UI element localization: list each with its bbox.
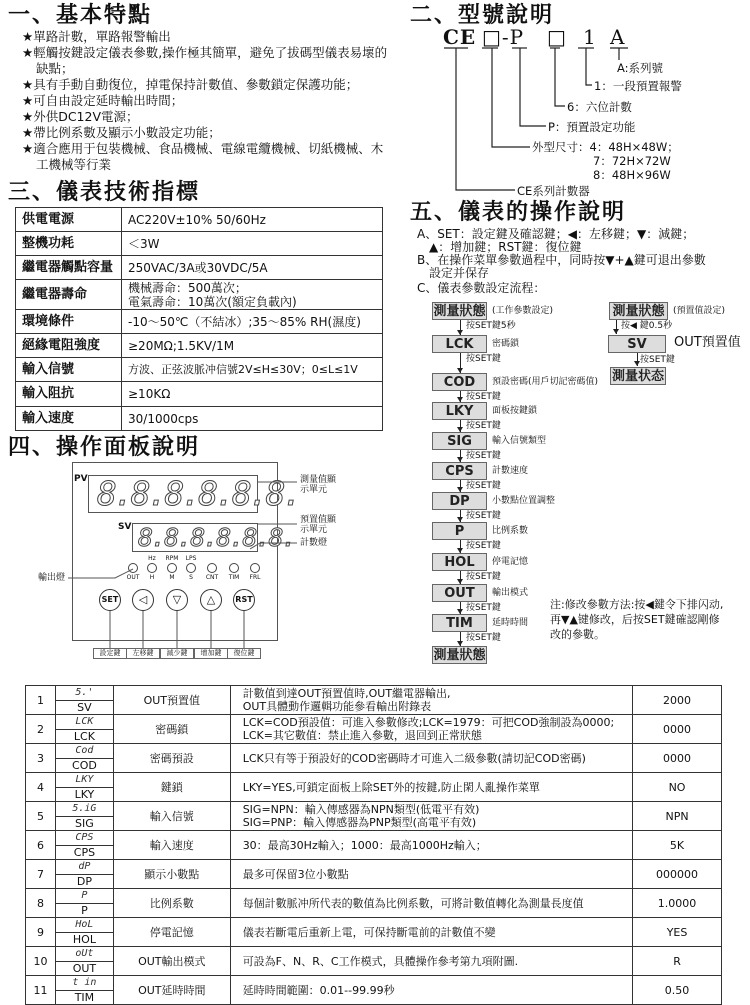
flow-label: 面板按鍵鎖: [492, 406, 538, 416]
param-description: [230, 773, 632, 802]
segment-code: HoL: [56, 918, 113, 933]
desc-line: SIG=NPN：輸入傳感器為NPN類型(低電平有效): [242, 803, 480, 816]
segment-code: Cod: [56, 744, 113, 759]
feature-item: ★帶比例系數及顯示小數設定功能；: [22, 125, 221, 140]
button-caption: 設定鍵: [93, 648, 127, 659]
spec-value: 30/1000cps: [122, 407, 383, 431]
button-caption: 增加鍵: [194, 648, 228, 659]
flow-box-tim: TIM: [432, 614, 487, 632]
spec-line: 機械壽命：500萬次；: [128, 280, 247, 295]
param-default-value: NPN: [633, 802, 722, 831]
param-number: 2: [26, 715, 56, 744]
param-name: 顯示小數點: [113, 860, 230, 889]
spec-key: 絕緣電阻強度: [16, 334, 122, 358]
flow-arrow-label: 按SET鍵: [466, 541, 501, 551]
flow-arrow: [460, 632, 461, 646]
callout-count-led: 計數燈: [300, 538, 328, 548]
segment-code: CPS: [56, 831, 113, 846]
param-number: 4: [26, 773, 56, 802]
flow-label: 輸入信號類型: [492, 436, 547, 446]
spec-key: 繼電器壽命: [16, 280, 122, 310]
flow-arrow: [460, 391, 461, 402]
table-row: [26, 976, 722, 1005]
flow-arrow-label: 按SET鍵: [466, 572, 501, 582]
param-description: [230, 715, 632, 744]
button-caption: 左移鍵: [126, 648, 160, 659]
flow-label: (工作參數設定): [492, 306, 554, 316]
segment-code: P: [56, 889, 113, 904]
parameter-table: [25, 685, 722, 1005]
led-label: OUT: [126, 574, 140, 581]
param-name: 輸入信號: [113, 802, 230, 831]
op-line: C、儀表參數設定流程：: [417, 281, 546, 295]
led-label: TIM: [228, 574, 240, 581]
flow-label: 延時時間: [492, 618, 529, 628]
flow-arrow: [460, 571, 461, 584]
param-name: OUT輸出模式: [113, 947, 230, 976]
model-note: 外型尺寸：4：48H×48W；: [532, 140, 679, 154]
spec-value: 250VAC/3A或30VDC/5A: [122, 256, 383, 280]
flow-arrow-label: 按SET鍵: [466, 603, 501, 613]
desc-line: 延時時間範圍：0.01--99.99秒: [242, 983, 395, 997]
param-default-value: 5K: [633, 831, 722, 860]
param-description: [230, 947, 632, 976]
flow-label: (預置值設定): [673, 306, 726, 316]
code-cell: [56, 889, 113, 917]
spec-value: ≥10KΩ: [122, 382, 383, 407]
table-row: [26, 744, 722, 773]
flow-box-cod: COD: [432, 373, 487, 391]
table-row: [26, 860, 722, 889]
section-1-title: 一、基本特點: [8, 3, 153, 28]
param-code: [55, 918, 113, 947]
param-code: [55, 860, 113, 889]
param-name: 停電記憶: [113, 918, 230, 947]
flow-box-hol: HOL: [432, 553, 487, 571]
desc-line: 計數值到達OUT預置值時,OUT繼電器輸出,: [242, 687, 451, 700]
panel-button-0[interactable]: SET: [99, 589, 121, 611]
flow-arrow-label: 按SET鍵: [466, 511, 501, 521]
desc-line: LKY=YES,可鎖定面板上除SET外的按鍵,防止閑人亂操作菜單: [242, 780, 540, 794]
panel-button-1[interactable]: ◁: [132, 589, 154, 611]
model-note: 7：72H×72W: [593, 154, 671, 168]
flow-arrow: [460, 602, 461, 614]
spec-value: ≥20MΩ;1.5KV/1M: [122, 334, 383, 358]
flow-arrow-label: 按SET鍵: [466, 633, 501, 643]
table-row: [26, 715, 722, 744]
flow-box-p: P: [432, 522, 487, 540]
flow-box-cps: CPS: [432, 462, 487, 480]
led-label: H: [149, 574, 155, 581]
code-cell: [56, 744, 113, 772]
code-text: COD: [72, 758, 97, 772]
param-number: 9: [26, 918, 56, 947]
spec-key: 繼電器觸點容量: [16, 256, 122, 280]
op-line: 設定并保存: [429, 266, 490, 280]
code-text: DP: [76, 874, 92, 888]
spec-value: -10～50℃（不結冰）;35～85% RH(濕度): [122, 310, 383, 334]
flow-box-measure: 測量状态: [611, 369, 664, 384]
flow-arrow-label: 按SET鍵: [640, 355, 675, 365]
model-code-ce: CE: [443, 25, 477, 49]
flow-label: 小數點位置調整: [492, 496, 556, 506]
table-row: [26, 947, 722, 976]
param-number: 5: [26, 802, 56, 831]
table-row: [26, 773, 722, 802]
desc-line: 儀表若斷電后重新上電，可保持斷電前的計數值不變: [242, 925, 496, 939]
param-default-value: 0000: [633, 715, 722, 744]
desc-line: LCK=其它數值：禁止進入參數，退回到正常狀態: [242, 729, 482, 742]
segment-code: dP: [56, 860, 113, 875]
section-4-title: 四、操作面板說明: [8, 435, 201, 460]
operation-text: [417, 228, 706, 295]
led-label: FRL: [249, 574, 261, 581]
note-line: 注:修改參數方法:按◀鍵令下排闪动,: [550, 598, 724, 611]
param-name: 密碼鎖: [113, 715, 230, 744]
led-indicator: [250, 563, 260, 573]
param-name: OUT延時時間: [113, 976, 230, 1005]
flow-arrow: [460, 420, 461, 432]
flow-label: 密碼鎖: [492, 339, 520, 349]
table-row: [26, 831, 722, 860]
code-text: TIM: [74, 990, 95, 1004]
param-name: OUT預置值: [113, 686, 230, 715]
table-row: [26, 918, 722, 947]
code-cell: [56, 831, 113, 859]
spec-table: [15, 207, 383, 431]
param-description: [230, 802, 632, 831]
code-text: CPS: [73, 845, 96, 859]
table-row: [26, 802, 722, 831]
param-name: 比例系數: [113, 889, 230, 918]
param-default-value: R: [633, 947, 722, 976]
param-default-value: 0000: [633, 744, 722, 773]
led-label: CNT: [205, 574, 219, 581]
spec-value: [122, 280, 383, 310]
spec-value: 方波、正弦波脈冲信號2V≤H≤30V；0≤L≤1V: [122, 358, 383, 382]
table-row: [26, 889, 722, 918]
param-description: [230, 831, 632, 860]
panel-button-3[interactable]: △: [200, 589, 222, 611]
segment-code: 5.': [56, 686, 113, 701]
spec-line: 電氣壽命：10萬次(額定負載內): [128, 294, 297, 309]
model-code-alarm: 1: [583, 25, 597, 49]
flow-arrow: [460, 353, 461, 373]
led-indicator: [147, 563, 157, 573]
desc-line: 可設為F、N、R、C工作模式，具體操作參考第九項附圖.: [242, 954, 519, 968]
param-code: [55, 831, 113, 860]
param-default-value: YES: [633, 918, 722, 947]
code-cell: [56, 773, 113, 801]
led-indicator: [128, 563, 138, 573]
flow-arrow-label: 按SET鍵: [466, 481, 501, 491]
param-code: [55, 976, 113, 1005]
param-number: 3: [26, 744, 56, 773]
flow-label: 比例系數: [492, 526, 529, 536]
param-code: [55, 802, 113, 831]
spec-value: ＜3W: [122, 232, 383, 256]
feature-item: ★輕觸按鍵設定儀表參數,操作極其簡單，避免了拔碼型儀表易壞的缺點；: [22, 45, 388, 76]
section-5-title: 五、儀表的操作說明: [410, 200, 627, 225]
sv-label: SV: [118, 522, 132, 532]
param-number: 8: [26, 889, 56, 918]
model-note: 8：48H×96W: [593, 168, 671, 182]
code-cell: [56, 918, 113, 946]
spec-key: 整機功耗: [16, 232, 122, 256]
flow-arrow-label: 按SET鍵: [466, 392, 501, 402]
param-name: 鍵鎖: [113, 773, 230, 802]
desc-line: OUT具體動作邏輯功能參看輸出附錄表: [242, 700, 432, 713]
code-text: P: [81, 903, 88, 917]
param-code: [55, 744, 113, 773]
spec-key: 輸入信號: [16, 358, 122, 382]
param-code: [55, 773, 113, 802]
led-indicator: [207, 563, 217, 573]
flow-label: 停電記憶: [492, 557, 529, 567]
flow-box-out: OUT: [432, 584, 487, 602]
param-description: [230, 918, 632, 947]
desc-line: LCK=COD預設值：可進入參數修改;LCK=1979：可把COD強制設為0000;: [242, 716, 615, 729]
flow-label: 計數速度: [492, 466, 529, 476]
led-label: M: [169, 574, 175, 581]
flow-arrow-label: 按SET鍵: [466, 421, 501, 431]
flow-arrow-label: 按SET鍵: [466, 354, 501, 364]
flow-label: 預設密碼(用戶切記密碼值): [492, 377, 599, 387]
flow-box-測量狀態: 測量狀態: [433, 648, 486, 663]
flow-arrow: [460, 320, 461, 335]
code-text: SIG: [75, 816, 94, 830]
flow-arrow: [460, 480, 461, 492]
note-line: 改的參數。: [550, 628, 605, 641]
desc-line: SIG=PNP：輸入傳感器為PNP類型(高電平有效): [242, 816, 477, 829]
param-description: [230, 686, 632, 715]
desc-line: 最多可保留3位小數點: [242, 867, 349, 881]
flow-arrow: [460, 540, 461, 553]
section-2-title: 二、型號說明: [410, 3, 555, 28]
code-text: HOL: [72, 932, 96, 946]
flow-box-lck: LCK: [432, 335, 487, 353]
param-name: 輸入速度: [113, 831, 230, 860]
param-code: [55, 686, 113, 715]
code-cell: [56, 715, 113, 743]
param-default-value: 0.50: [633, 976, 722, 1005]
param-default-value: 1.0000: [633, 889, 722, 918]
segment-code: oUt: [56, 947, 113, 962]
code-cell: [56, 860, 113, 888]
param-name: 密碼預設: [113, 744, 230, 773]
model-note: P：預置設定功能: [548, 120, 636, 134]
flow-arrow: [460, 450, 461, 462]
model-code-series: A: [610, 25, 626, 49]
pv-label: PV: [74, 474, 88, 484]
spec-key: 輸入阻抗: [16, 382, 122, 407]
code-cell: [56, 686, 113, 714]
op-line: B、在操作菜單參數過程中，同時按▼+▲鍵可退出參數: [417, 253, 706, 267]
panel-button-2[interactable]: ▽: [166, 589, 188, 611]
code-cell: [56, 947, 113, 975]
code-text: OUT: [72, 961, 97, 975]
param-number: 6: [26, 831, 56, 860]
led-indicator: [167, 563, 177, 573]
led-label: S: [189, 574, 193, 581]
param-description: [230, 744, 632, 773]
model-note: 1：一段預置報警: [594, 79, 682, 93]
segment-code: 5.iG: [56, 802, 113, 817]
segment-code: LCK: [56, 715, 113, 730]
pv-display: 8.8.8.8.8.8.: [88, 475, 258, 513]
segment-code: t in: [56, 976, 113, 991]
code-text: SV: [77, 700, 92, 714]
feature-item: ★具有手動自動復位，掉電保持計數值、參數鎖定保護功能；: [22, 77, 359, 92]
param-description: [230, 860, 632, 889]
sv-display: 8.8.8.8.8.8.: [132, 523, 258, 552]
led-top-label: Hz: [148, 555, 156, 562]
desc-line: LCK只有等于預設好的COD密碼時才可進入二級參數(請切記COD密碼): [242, 751, 586, 765]
callout-output-led: 輸出燈: [38, 573, 66, 583]
section-3-title: 三、儀表技術指標: [8, 180, 201, 205]
callout-pv: 測量值顯示單元: [300, 475, 337, 495]
feature-list: [22, 29, 392, 173]
param-default-value: 2000: [633, 686, 722, 715]
led-top-label: LPS: [185, 555, 197, 562]
param-code: [55, 715, 113, 744]
code-text: LKY: [74, 787, 95, 801]
param-number: 7: [26, 860, 56, 889]
panel-button-4[interactable]: RST: [233, 589, 255, 611]
flow-box-sig: SIG: [432, 432, 487, 450]
note-line: 再▼▲键修改，后按SET鍵確認剛修: [550, 613, 720, 626]
feature-item: ★外供DC12V電源；: [22, 109, 139, 124]
flow-label: 輸出模式: [492, 588, 529, 598]
button-caption: 復位鍵: [227, 648, 261, 659]
flow-arrow-label: 按SET鍵: [466, 451, 501, 461]
segment-code: LKY: [56, 773, 113, 788]
button-caption: 減少鍵: [160, 648, 194, 659]
feature-item: ★單路計數，單路報警輸出: [22, 29, 171, 44]
param-code: [55, 947, 113, 976]
led-top-label: RPM: [165, 555, 179, 562]
led-indicator: [186, 563, 196, 573]
code-cell: [56, 802, 113, 830]
flow-arrow-label: 按◀ 鍵0.5秒: [621, 321, 673, 331]
param-description: [230, 976, 632, 1005]
desc-line: 30：最高30Hz輸入；1000：最高1000Hz輸入；: [242, 838, 487, 852]
flow-arrow: [637, 353, 638, 366]
spec-key: 環境條件: [16, 310, 122, 334]
model-note: 6：六位計數: [567, 100, 632, 114]
flow-box-measure: 測量狀態: [609, 302, 668, 320]
feature-item: ★可自由設定延時輸出時間；: [22, 93, 184, 108]
feature-item: ★適合應用于包裝機械、食品機械、電線電纜機械、切紙機械、木工機械等行業: [22, 141, 384, 172]
param-number: 11: [26, 976, 56, 1005]
code-cell: [56, 976, 113, 1004]
table-row: [26, 686, 722, 715]
param-code: [55, 889, 113, 918]
op-line: ▲：增加鍵；RST鍵：復位鍵: [429, 240, 582, 254]
model-code-size: □-P: [482, 25, 525, 49]
op-line: A、SET：設定鍵及確認鍵；◀：左移鍵；▼：減鍵；: [417, 227, 695, 241]
param-description: [230, 889, 632, 918]
param-number: 1: [26, 686, 56, 715]
param-default-value: 000000: [633, 860, 722, 889]
modify-note: [550, 597, 723, 642]
model-note: CE系列計數器: [517, 184, 590, 198]
param-default-value: NO: [633, 773, 722, 802]
desc-line: 每個計數脈冲所代表的數值為比例系數，可將計數值轉化為測量長度值: [242, 896, 584, 910]
flow-box-lky: LKY: [432, 402, 487, 420]
spec-key: 供電電源: [16, 208, 122, 232]
spec-value: AC220V±10% 50/60Hz: [122, 208, 383, 232]
flow-arrow-label: 按SET鍵5秒: [466, 321, 516, 331]
led-indicator: [229, 563, 239, 573]
flow-box-sv: SV: [608, 335, 666, 353]
code-text: LCK: [73, 729, 95, 743]
spec-key: 輸入速度: [16, 407, 122, 431]
flow-arrow: [460, 510, 461, 522]
param-number: 10: [26, 947, 56, 976]
flow-box-dp: DP: [432, 492, 487, 510]
flow-box-測量狀態: 測量狀態: [433, 304, 486, 319]
flow-label-sv: OUT預置值: [674, 335, 741, 350]
model-code-digits: □: [547, 25, 567, 49]
callout-sv: 預置值顯示單元: [300, 515, 337, 535]
flow-arrow: [616, 320, 617, 334]
model-note: A:系列號: [617, 61, 664, 75]
